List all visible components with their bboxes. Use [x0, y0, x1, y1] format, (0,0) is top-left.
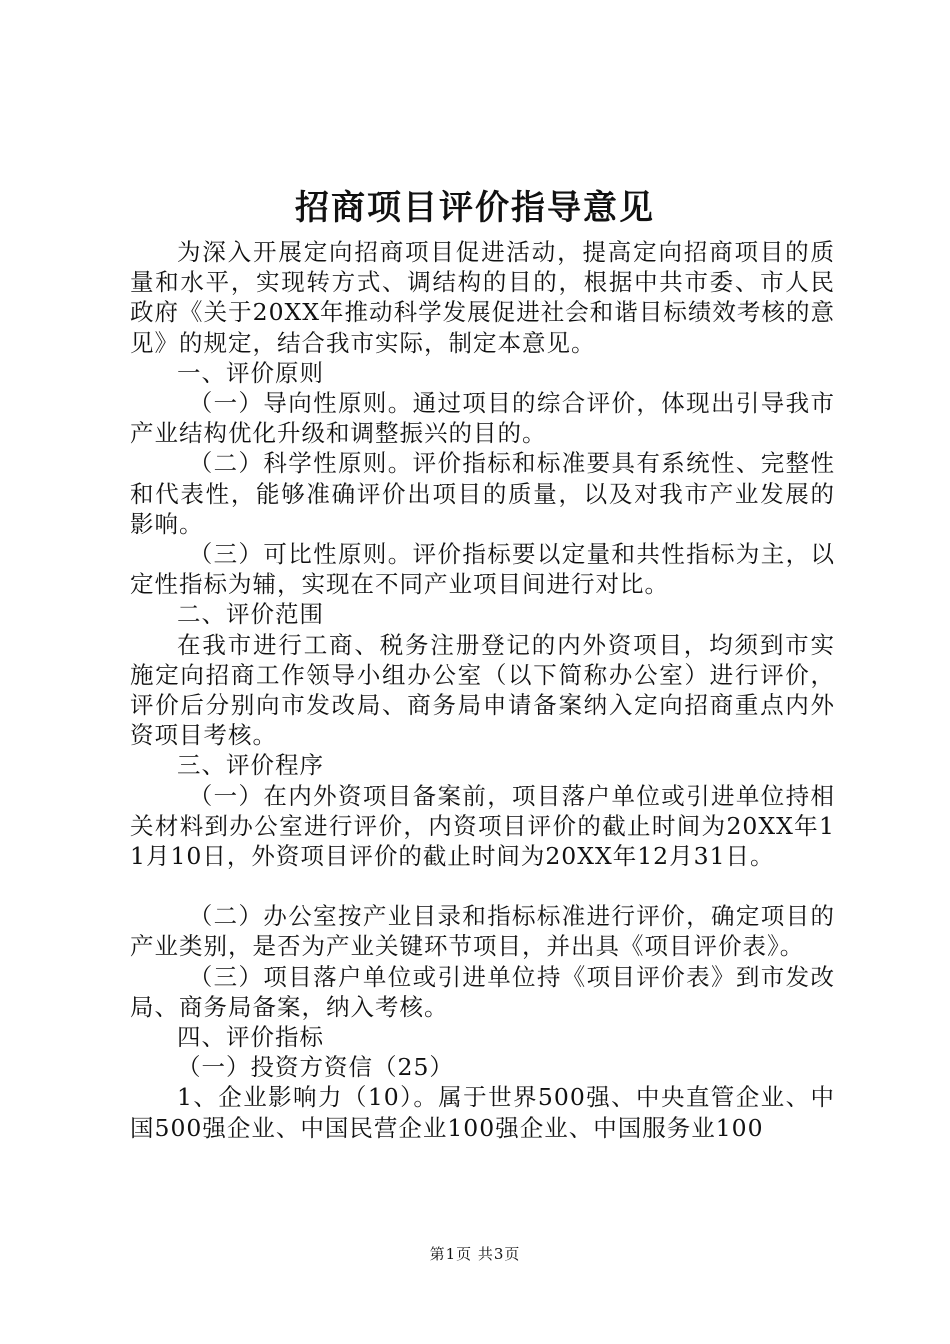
principle-scientific: （二）科学性原则。评价指标和标准要具有系统性、完整性和代表性，能够准确评价出项目的质量，以及对我市产业发展的影响。: [130, 449, 835, 538]
indicator-subheading: （一）投资方资信（25）: [177, 1053, 454, 1082]
indicator-item-1: 1、企业影响力（10）。属于世界500强、中央直管企业、中国500强企业、中国民营企业100强企业、中国服务业100: [130, 1083, 835, 1142]
scope-paragraph: 在我市进行工商、税务注册登记的内外资项目，均须到市实施定向招商工作领导小组办公室（以下简称办公室）进行评价，评价后分别向市发改局、商务局申请备案纳入定向招商重点内外资项目考核。: [130, 630, 835, 750]
intro-paragraph: 为深入开展定向招商项目促进活动，提高定向招商项目的质量和水平，实现转方式、调结构的目的，根据中共市委、市人民政府《关于20XX年推动科学发展促进社会和谐目标绩效考核的意见》的规定，结合我市实际，制定本意见。: [130, 238, 835, 357]
section-heading-indicators: 四、评价指标: [177, 1023, 324, 1052]
section-heading-procedure: 三、评价程序: [177, 751, 324, 780]
procedure-step-1: （一）在内外资项目备案前，项目落户单位或引进单位持相关材料到办公室进行评价，内资项目评价的截止时间为20XX年11月10日，外资项目评价的截止时间为20XX年12月31日。: [130, 781, 835, 871]
section-heading-scope: 二、评价范围: [177, 600, 324, 629]
page-number-footer: 第1页 共3页: [429, 1245, 521, 1263]
section-heading-principles: 一、评价原则: [177, 358, 324, 387]
document-body: [130, 237, 835, 1143]
blank-line: [130, 871, 835, 901]
principle-comparability: （三）可比性原则。评价指标要以定量和共性指标为主，以定性指标为辅，实现在不同产业项目间进行对比。: [130, 540, 835, 599]
procedure-step-3: （三）项目落户单位或引进单位持《项目评价表》到市发改局、商务局备案，纳入考核。: [130, 962, 835, 1021]
document-title: 招商项目评价指导意见: [295, 188, 655, 228]
principle-guidance: （一）导向性原则。通过项目的综合评价，体现出引导我市产业结构优化升级和调整振兴的目的。: [130, 389, 835, 448]
procedure-step-2: （二）办公室按产业目录和指标标准进行评价，确定项目的产业类别，是否为产业关键环节项目，并出具《项目评价表》。: [130, 902, 835, 961]
